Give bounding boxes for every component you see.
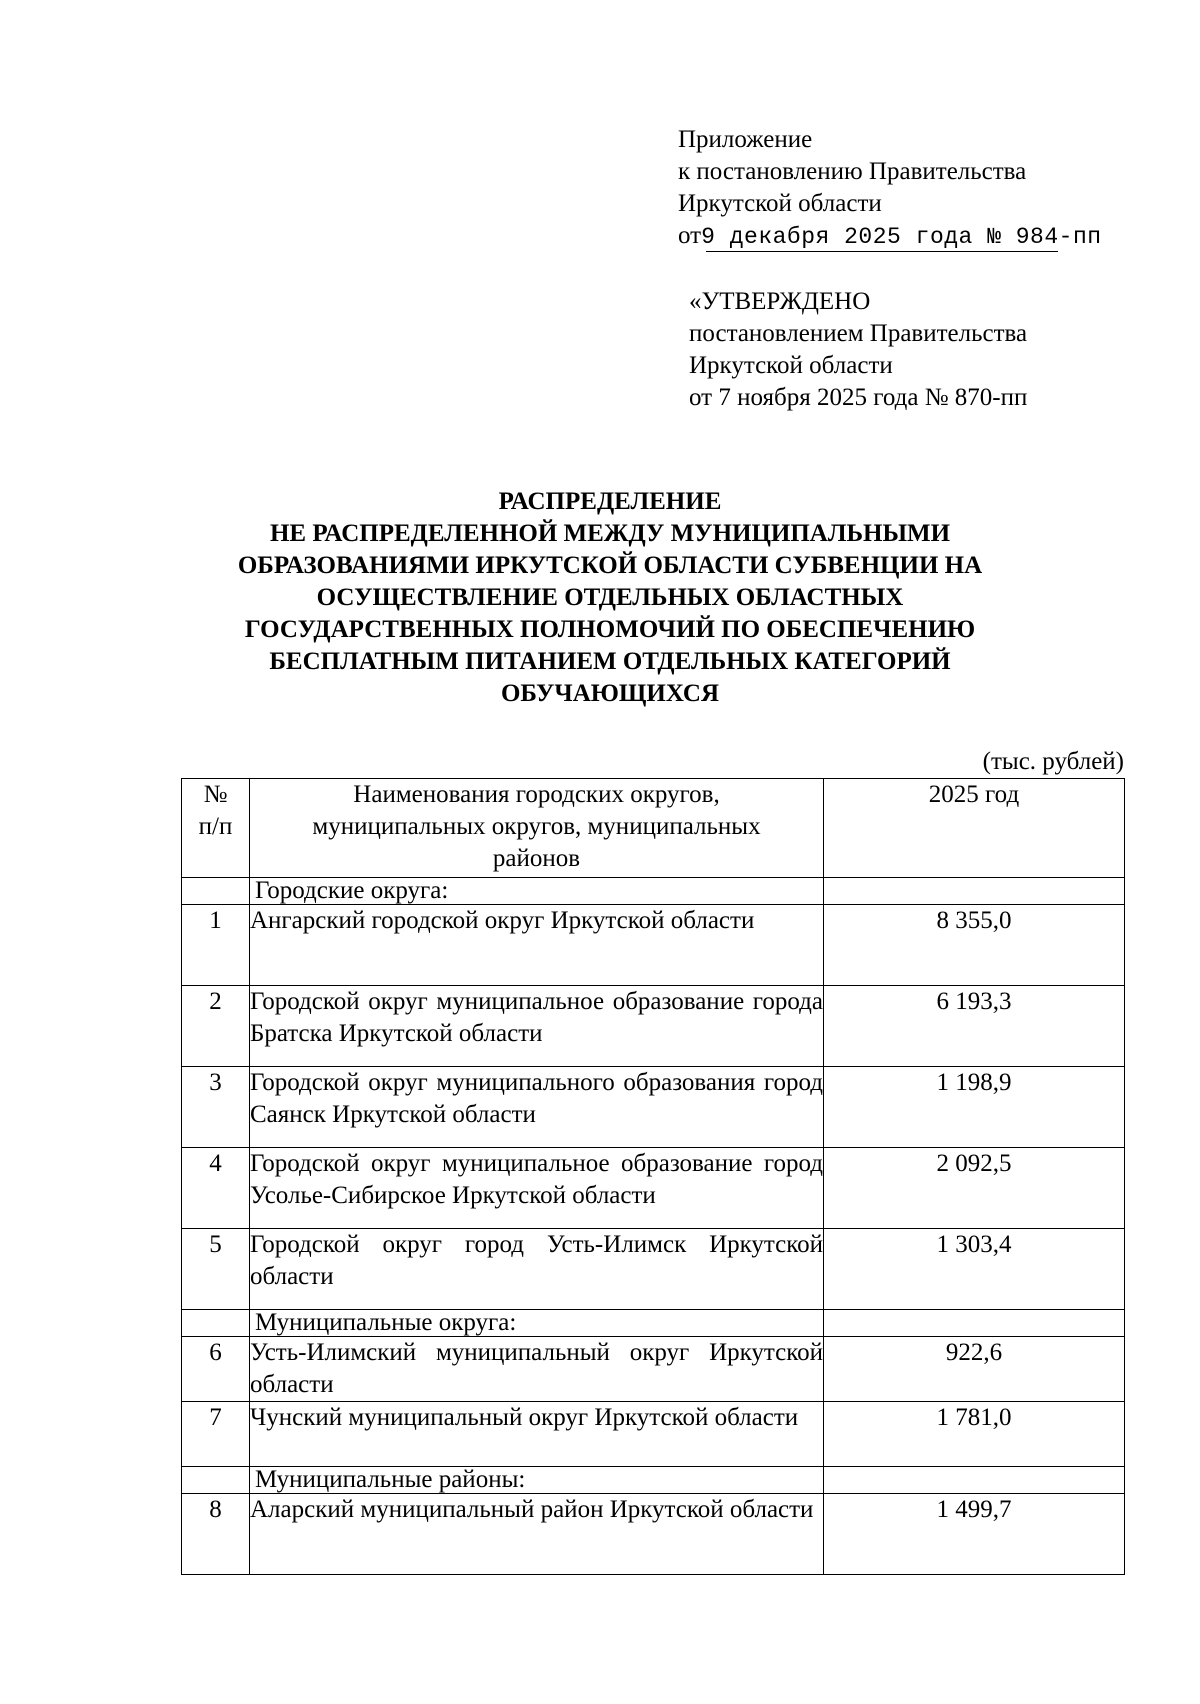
- row-name: Чунский муниципальный округ Иркутской области: [250, 1402, 824, 1467]
- group-label-municipal-district: Муниципальные районы:: [250, 1467, 824, 1494]
- row-value: 8 355,0: [824, 905, 1125, 986]
- table-row: [182, 1229, 1125, 1310]
- group-label-city: Городские округа:: [250, 878, 824, 905]
- group-empty-cell: [182, 878, 250, 905]
- approved-line-4: от 7 ноября 2025 года № 870-пп: [689, 384, 1028, 411]
- table-row: [182, 1494, 1125, 1575]
- title-line-3: ОБРАЗОВАНИЯМИ ИРКУТСКОЙ ОБЛАСТИ СУБВЕНЦИИ НА: [237, 552, 983, 579]
- row-num: 7: [182, 1402, 250, 1467]
- row-name: Городской округ муниципального образования город Саянск Иркутской области: [250, 1067, 824, 1148]
- table-row: [182, 905, 1125, 986]
- title-line-4: ОСУЩЕСТВЛЕНИЕ ОТДЕЛЬНЫХ ОБЛАСТНЫХ: [316, 584, 904, 611]
- row-value: 2 092,5: [824, 1148, 1125, 1229]
- units-label: (тыс. рублей): [982, 748, 1124, 775]
- title-line-7: ОБУЧАЮЩИХСЯ: [500, 680, 720, 707]
- title-line-5: ГОСУДАРСТВЕННЫХ ПОЛНОМОЧИЙ ПО ОБЕСПЕЧЕНИЮ: [244, 616, 976, 643]
- document-title: [190, 486, 1030, 710]
- table-header-row: [182, 779, 1125, 878]
- date-underline: [706, 251, 1058, 252]
- group-row-city: [182, 878, 1125, 905]
- group-empty-cell: [824, 878, 1125, 905]
- row-num: 4: [182, 1148, 250, 1229]
- appendix-date-prefix: от: [678, 222, 702, 249]
- row-num: 6: [182, 1337, 250, 1402]
- row-value: 1 781,0: [824, 1402, 1125, 1467]
- row-num: 5: [182, 1229, 250, 1310]
- group-empty-cell: [182, 1310, 250, 1337]
- approved-line-3: Иркутской области: [689, 352, 893, 379]
- approved-line-1: «УТВЕРЖДЕНО: [689, 288, 871, 315]
- row-name: Аларский муниципальный район Иркутской области: [250, 1494, 824, 1575]
- row-value: 6 193,3: [824, 986, 1125, 1067]
- header-name: Наименования городских округов, муниципальных округов, муниципальных районов: [250, 779, 824, 878]
- row-name: Городской округ город Усть-Илимск Иркутской области: [250, 1229, 824, 1310]
- header-year: 2025 год: [824, 779, 1125, 878]
- title-line-1: РАСПРЕДЕЛЕНИЕ: [498, 488, 722, 515]
- appendix-line-2: к постановлению Правительства: [678, 158, 1027, 185]
- group-row-municipal-okrug: [182, 1310, 1125, 1337]
- appendix-line-3: Иркутской области: [678, 190, 882, 217]
- table-row: [182, 1067, 1125, 1148]
- table-row: [182, 1337, 1125, 1402]
- title-line-6: БЕСПЛАТНЫМ ПИТАНИЕМ ОТДЕЛЬНЫХ КАТЕГОРИЙ: [269, 648, 951, 675]
- row-value: 1 198,9: [824, 1067, 1125, 1148]
- group-label-municipal-okrug: Муниципальные округа:: [250, 1310, 824, 1337]
- approved-line-2: постановлением Правительства: [689, 320, 1028, 347]
- distribution-table: [181, 778, 1125, 1575]
- header-num-symbol: №: [203, 781, 228, 808]
- header-num: [182, 779, 250, 878]
- group-empty-cell: [824, 1467, 1125, 1494]
- row-name: Ангарский городской округ Иркутской области: [250, 905, 824, 986]
- row-num: 8: [182, 1494, 250, 1575]
- row-name: Городской округ муниципальное образование города Братска Иркутской области: [250, 986, 824, 1067]
- group-empty-cell: [824, 1310, 1125, 1337]
- appendix-date-value: 9 декабря 2025 года № 984-пп: [701, 224, 1102, 250]
- table-row: [182, 986, 1125, 1067]
- appendix-line-1: Приложение: [678, 126, 813, 153]
- row-value: 1 303,4: [824, 1229, 1125, 1310]
- header-num-abbr: п/п: [198, 813, 233, 840]
- row-num: 2: [182, 986, 250, 1067]
- row-value: 922,6: [824, 1337, 1125, 1402]
- title-line-2: НЕ РАСПРЕДЕЛЕННОЙ МЕЖДУ МУНИЦИПАЛЬНЫМИ: [269, 520, 951, 547]
- group-empty-cell: [182, 1467, 250, 1494]
- row-name: Городской округ муниципальное образование город Усолье-Сибирское Иркутской области: [250, 1148, 824, 1229]
- group-row-municipal-district: [182, 1467, 1125, 1494]
- row-value: 1 499,7: [824, 1494, 1125, 1575]
- table-row: [182, 1402, 1125, 1467]
- row-name: Усть-Илимский муниципальный округ Иркутской области: [250, 1337, 824, 1402]
- row-num: 1: [182, 905, 250, 986]
- appendix-date-line: [678, 220, 1102, 253]
- row-num: 3: [182, 1067, 250, 1148]
- table-row: [182, 1148, 1125, 1229]
- approved-stamp: [689, 286, 1027, 414]
- appendix-header: [678, 124, 1102, 253]
